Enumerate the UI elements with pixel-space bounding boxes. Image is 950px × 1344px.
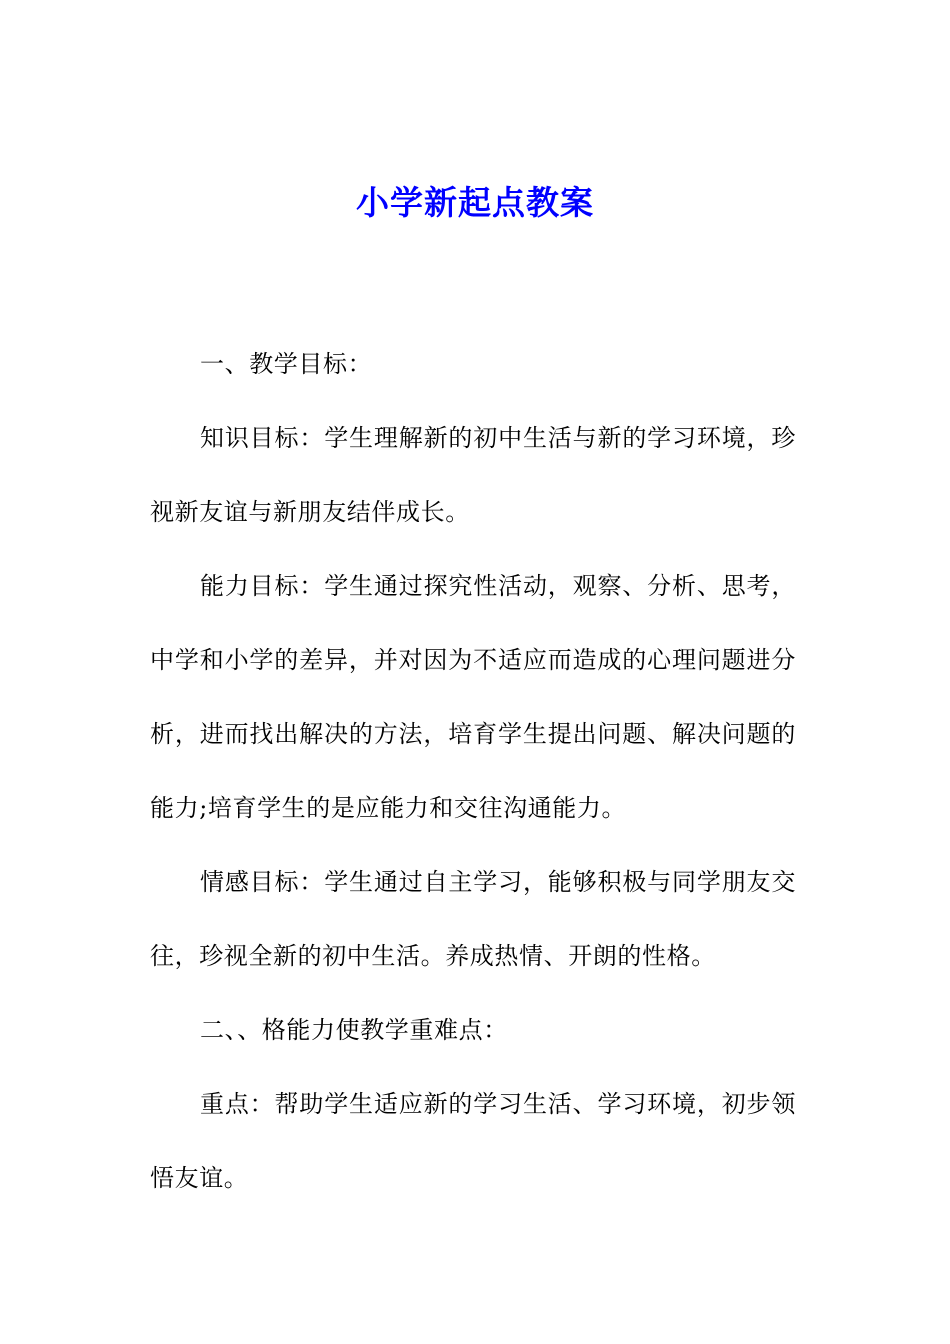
document-title: 小学新起点教案	[356, 183, 594, 222]
paragraph-emotion-objective: 情感目标：学生通过自主学习，能够积极与同学朋友交往，珍视全新的初中生活。养成热情、开朗的性格。	[150, 868, 796, 970]
paragraph-key-point: 重点：帮助学生适应新的学习生活、学习环境，初步领悟友谊。	[150, 1090, 796, 1192]
section-heading-objectives: 一、教学目标：	[200, 350, 373, 378]
paragraph-knowledge-objective: 知识目标：学生理解新的初中生活与新的学习环境，珍视新友谊与新朋友结伴成长。	[150, 424, 796, 526]
document-body	[150, 327, 796, 1215]
section-heading-key-points: 二、、格能力使教学重难点：	[200, 1016, 508, 1044]
paragraph-ability-objective: 能力目标：学生通过探究性活动，观察、分析、思考，中学和小学的差异，并对因为不适应而造成的心理问题进分析，进而找出解决的方法，培育学生提出问题、解决问题的能力;培育学生的是应能力和交往沟通能力。	[150, 572, 796, 822]
